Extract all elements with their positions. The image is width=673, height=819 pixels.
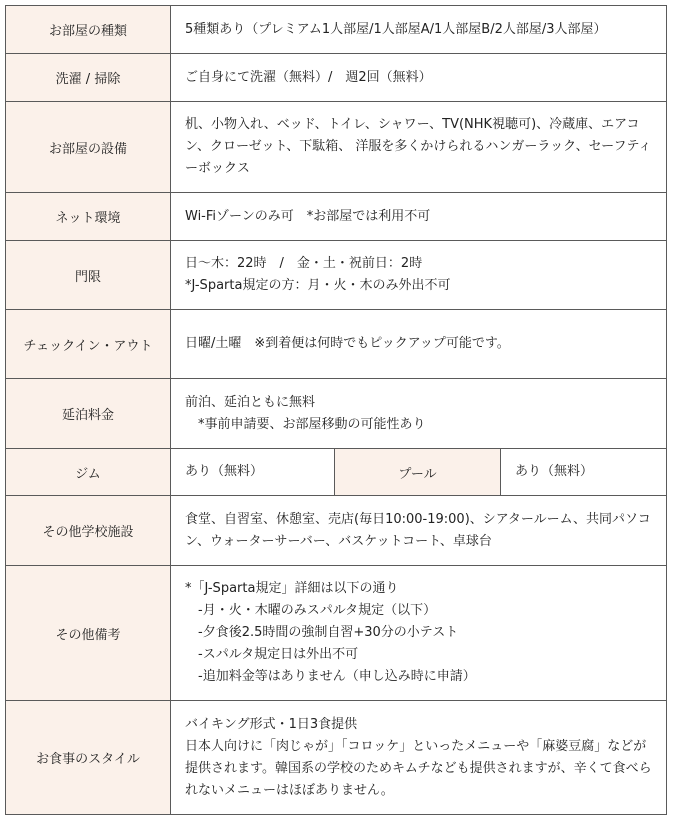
extension-line: 前泊、延泊ともに無料: [185, 394, 316, 410]
row-label: お食事のスタイル: [6, 701, 171, 815]
table-row-curfew: [6, 241, 667, 310]
info-table-container: [5, 5, 666, 815]
row-value: [171, 241, 667, 310]
gym-value: あり（無料）: [171, 449, 335, 496]
row-value: 5種類あり（プレミアム1人部屋/1人部屋A/1人部屋B/2人部屋/3人部屋）: [171, 6, 667, 54]
remarks-line: *「J-Sparta規定」詳細は以下の通り: [185, 581, 399, 596]
row-label: お部屋の設備: [6, 102, 171, 193]
table-row-room-types: [6, 6, 667, 54]
remarks-line: -夕食後2.5時間の強制自習+30分の小テスト: [185, 625, 459, 640]
curfew-line: *J-Sparta規定の方：月・火・木のみ外出不可: [185, 278, 451, 293]
row-value: 机、小物入れ、ベッド、トイレ、シャワー、TV(NHK視聴可)、冷蔵庫、エアコン、クローゼット、下駄箱、 洋服を多くかけられるハンガーラック、セーフティーボックス: [171, 102, 667, 193]
row-label: ジム: [6, 449, 171, 496]
pool-value: あり（無料）: [501, 449, 667, 496]
table-row-checkin: [6, 310, 667, 379]
row-label: その他備考: [6, 566, 171, 701]
row-value: ご自身にて洗濯（無料）/ 週2回（無料）: [171, 54, 667, 102]
row-value: 日曜/土曜 ※到着便は何時でもピックアップ可能です。: [171, 310, 667, 379]
table-row-facilities: [6, 102, 667, 193]
meals-line: バイキング形式・1日3食提供: [185, 716, 358, 732]
remarks-line: -スパルタ規定日は外出不可: [185, 647, 359, 662]
row-label: 洗濯 / 掃除: [6, 54, 171, 102]
row-value: [171, 379, 667, 449]
table-row-laundry: [6, 54, 667, 102]
row-value: [171, 566, 667, 701]
row-value: [171, 701, 667, 815]
table-row-gym-pool: [6, 449, 667, 496]
table-row-meals: [6, 701, 667, 815]
row-label: 門限: [6, 241, 171, 310]
meals-line: 日本人向けに「肉じゃが」「コロッケ」といったメニューや「麻婆豆腐」などが提供されます。韓国系の学校のためキムチなども提供されますが、辛くて食べられないメニューはほぼありません。: [185, 738, 652, 798]
info-table: [5, 5, 667, 815]
extension-line: *事前申請要、お部屋移動の可能性あり: [185, 416, 426, 432]
table-row-remarks: [6, 566, 667, 701]
remarks-line: -追加料金等はありません（申し込み時に申請）: [185, 669, 476, 684]
row-label: その他学校施設: [6, 496, 171, 566]
row-value: Wi-Fiゾーンのみ可 *お部屋では利用不可: [171, 193, 667, 241]
pool-label: プール: [335, 449, 501, 496]
table-row-network: [6, 193, 667, 241]
table-row-other-facilities: [6, 496, 667, 566]
curfew-line: 日〜木：22時 / 金・土・祝前日：2時: [185, 256, 423, 271]
row-label: ネット環境: [6, 193, 171, 241]
row-label: 延泊料金: [6, 379, 171, 449]
row-label: お部屋の種類: [6, 6, 171, 54]
row-value: 食堂、自習室、休憩室、売店(毎日10:00-19:00)、シアタールーム、共同パソコン、ウォーターサーバー、バスケットコート、卓球台: [171, 496, 667, 566]
remarks-line: -月・火・木曜のみスパルタ規定（以下）: [185, 603, 437, 618]
table-row-extension: [6, 379, 667, 449]
row-label: チェックイン・アウト: [6, 310, 171, 379]
